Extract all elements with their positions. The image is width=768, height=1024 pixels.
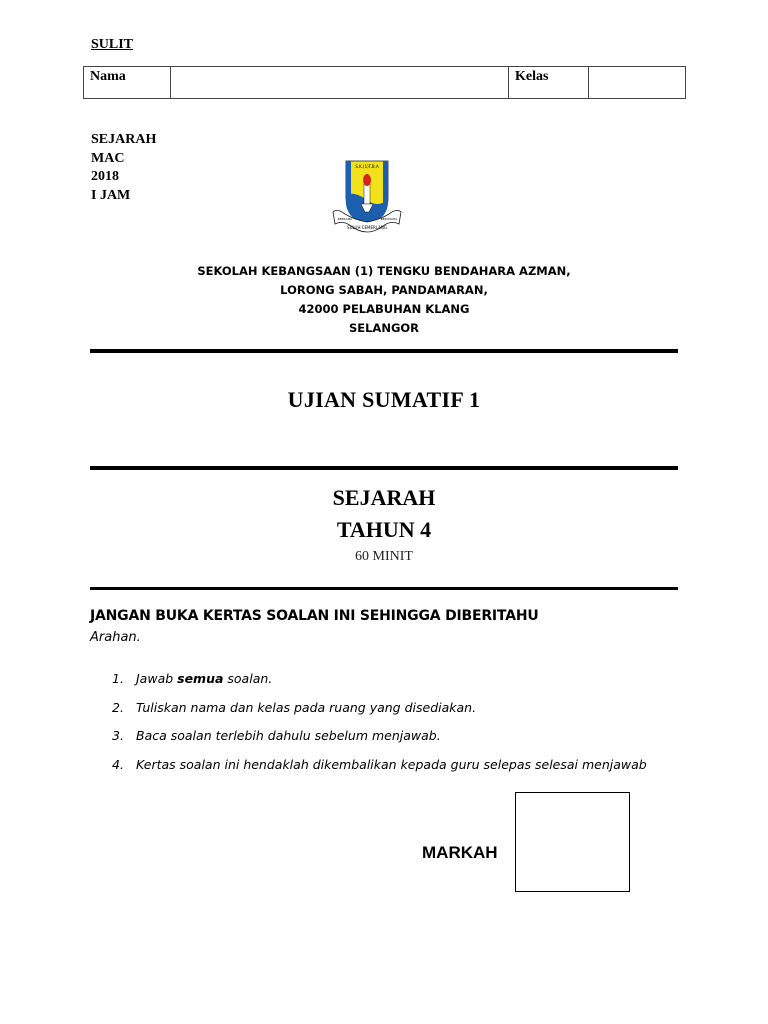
name-label: Nama xyxy=(84,67,171,99)
instructions-heading: Arahan. xyxy=(90,630,141,645)
logo-motto-right: BERUSAHA xyxy=(380,217,398,221)
instruction-bold: semua xyxy=(177,671,224,686)
exam-title: UJIAN SUMATIF 1 xyxy=(287,387,481,412)
meta-duration: I JAM xyxy=(91,187,131,203)
school-line-3: 42000 PELABUHAN KLANG xyxy=(298,302,470,316)
exam-subject: SEJARAH xyxy=(332,485,436,510)
name-field[interactable] xyxy=(171,67,509,99)
school-line-2: LORONG SABAH, PANDAMARAN, xyxy=(280,283,488,297)
student-info-table xyxy=(83,66,686,99)
logo-ribbon-text: SULUH CEMERLANG xyxy=(347,225,387,230)
meta-subject: SEJARAH xyxy=(91,132,157,147)
instruction-text-end: soalan. xyxy=(223,671,273,686)
instruction-text: Baca soalan terlebih dahulu sebelum menjawab. xyxy=(136,728,441,743)
class-field[interactable] xyxy=(589,67,686,99)
divider-3 xyxy=(90,587,678,590)
meta-year: 2018 xyxy=(91,169,119,184)
instruction-number: 3. xyxy=(112,728,124,743)
marks-box[interactable] xyxy=(515,792,630,892)
school-line-1: SEKOLAH KEBANGSAAN (1) TENGKU BENDAHARA AZMAN, xyxy=(197,264,571,278)
instruction-item xyxy=(112,700,476,715)
classification-label: SULIT xyxy=(91,37,134,52)
instruction-number: 1. xyxy=(112,671,124,686)
logo-top-text: S.K.(1)T.B.A xyxy=(355,164,379,169)
marks-label: MARKAH xyxy=(422,843,498,862)
class-label: Kelas xyxy=(509,67,589,99)
exam-meta xyxy=(91,131,156,205)
instruction-number: 2. xyxy=(112,700,124,715)
warning-text: JANGAN BUKA KERTAS SOALAN INI SEHINGGA DIBERITAHU xyxy=(90,608,539,624)
meta-month: MAC xyxy=(91,150,125,166)
divider-2 xyxy=(90,466,678,470)
instruction-text: Kertas soalan ini hendaklah dikembalikan kepada guru selepas selesai menjawab xyxy=(136,757,647,772)
exam-year-level: TAHUN 4 xyxy=(336,517,432,542)
school-line-4: SELANGOR xyxy=(348,321,420,335)
instruction-item xyxy=(112,757,647,772)
exam-time: 60 MINIT xyxy=(355,549,413,564)
instruction-text: Tuliskan nama dan kelas pada ruang yang disediakan. xyxy=(136,700,477,715)
instruction-text: Jawab xyxy=(136,671,178,686)
logo-motto-left: BERSAMA xyxy=(337,217,353,221)
school-address xyxy=(134,262,634,338)
instruction-item xyxy=(112,671,272,686)
instruction-item xyxy=(112,728,441,743)
instruction-number: 4. xyxy=(112,757,124,772)
school-crest-logo xyxy=(327,156,407,236)
divider-1 xyxy=(90,349,678,353)
